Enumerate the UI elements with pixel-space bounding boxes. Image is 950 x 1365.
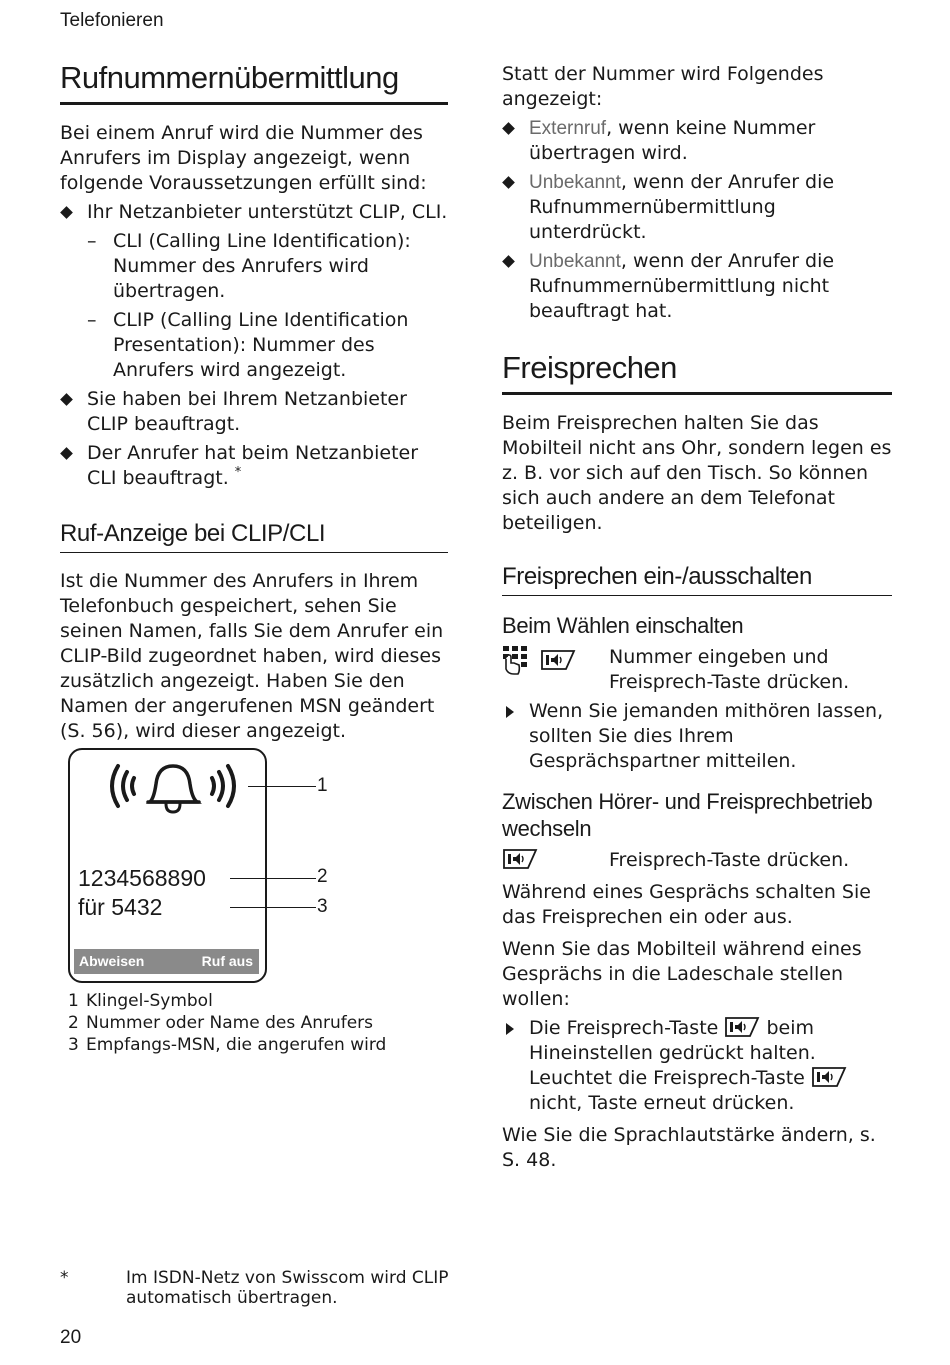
callout-line	[230, 907, 316, 908]
callout-number: 2	[317, 866, 328, 887]
display-text: Unbekannt	[529, 251, 621, 272]
display-intro: Statt der Nummer wird Folgendes angezeigt:	[502, 63, 824, 110]
paragraph: Wenn Sie das Mobilteil während eines Gesprächs in die Ladeschale stellen wollen:	[502, 938, 862, 1010]
paragraph: Während eines Gesprächs schalten Sie das Freisprechen ein oder aus.	[502, 881, 871, 928]
subsection-title-ein-aus: Freisprechen ein-/ausschalten	[502, 562, 892, 596]
bullet-item: Unbekannt, wenn der Anrufer die Rufnummernübermittlung unterdrückt.	[502, 170, 892, 245]
dash-text: CLI (Calling Line Identification): Nummer des Anrufers wird übertragen.	[113, 230, 411, 302]
caller-number: 1234568890	[78, 865, 206, 891]
phone-display	[68, 748, 267, 983]
display-text: Unbekannt	[529, 172, 621, 193]
legend-item: 2 Nummer oder Name des Anrufers	[68, 1013, 374, 1033]
footnote-text: Im ISDN-Netz von Swisscom wird CLIP automatisch übertragen.	[126, 1268, 449, 1308]
page-number: 20	[60, 1327, 82, 1348]
instruction-step	[502, 848, 892, 873]
dash-item	[60, 229, 448, 304]
step-text: Nummer eingeben und Freisprech-Taste drücken.	[609, 646, 850, 693]
intro-paragraph: Bei einem Anruf wird die Nummer des Anrufers im Display angezeigt, wenn folgende Voraussetzungen erfüllt sind:	[60, 122, 427, 194]
subsection-title-ruf-anzeige: Ruf-Anzeige bei CLIP/CLI	[60, 519, 448, 553]
display-text: Externruf	[529, 118, 607, 139]
arrow-text: Wenn Sie jemanden mithören lassen, sollten Sie dies Ihrem Gesprächspartner mitteilen.	[529, 700, 884, 772]
step-text: Freisprech-Taste drücken.	[609, 849, 850, 871]
section-title-freisprechen: Freisprechen	[502, 350, 892, 395]
softkey-reject[interactable]: Abweisen	[79, 953, 145, 969]
section-title-rufnummer: Rufnummernübermittlung	[60, 60, 448, 105]
callout-line	[230, 878, 316, 879]
bell-icon	[104, 760, 242, 818]
bullet-item	[60, 387, 448, 437]
speaker-key-icon	[540, 649, 576, 671]
key-icons	[502, 645, 576, 675]
right-column	[502, 62, 892, 1173]
keypad-icon	[502, 645, 532, 675]
freisprechen-paragraph: Beim Freisprechen halten Sie das Mobilteil nicht ans Ohr, sondern legen es z. B. vor sich auf den Tisch. So können sich auch andere an dem Telefonat beteiligen.	[502, 412, 892, 534]
bullet-item: Unbekannt, wenn der Anrufer die Rufnummernübermittlung nicht beauftragt hat.	[502, 249, 892, 324]
dash-text: CLIP (Calling Line Identification Presentation): Nummer des Anrufers wird angezeigt.	[113, 309, 409, 381]
callout-number: 1	[317, 775, 328, 796]
heading-beim-waehlen: Beim Wählen einschalten	[502, 613, 744, 638]
bullet-item	[60, 441, 448, 491]
speaker-key-icon	[724, 1016, 760, 1038]
heading-wechseln: Zwischen Hörer- und Freisprechbetrieb wechseln	[502, 789, 873, 841]
running-header: Telefonieren	[60, 10, 164, 31]
callout-number: 3	[317, 896, 328, 917]
left-column	[60, 60, 448, 744]
bullet-text: Sie haben bei Ihrem Netzanbieter CLIP beauftragt.	[87, 388, 407, 435]
speaker-key-icon	[811, 1066, 847, 1088]
bullet-item	[60, 200, 448, 225]
ruf-anzeige-paragraph: Ist die Nummer des Anrufers in Ihrem Telefonbuch gespeichert, sehen Sie seinen Namen, falls Sie dem Anrufer ein CLIP-Bild zugeordnet haben, wird dieses zusätzlich angezeigt. Haben Sie den Namen der angerufenen MSN geändert (S. 56), wird dieser angezeigt.	[60, 570, 444, 742]
speaker-key-icon	[502, 848, 538, 870]
instruction-step	[502, 645, 892, 695]
legend-item: 3 Empfangs-MSN, die angerufen wird	[68, 1035, 387, 1055]
callout-line	[248, 786, 316, 787]
footnote-mark: *	[60, 1268, 69, 1288]
key-icons	[502, 848, 538, 870]
bullet-item: Externruf, wenn keine Nummer übertragen wird.	[502, 116, 892, 166]
bullet-text: Ihr Netzanbieter unterstützt CLIP, CLI.	[87, 201, 448, 223]
footnote-marker: *	[234, 465, 242, 480]
softkey-bar	[74, 949, 259, 974]
arrow-item: Die Freisprech-Taste beim Hineinstellen gedrückt halten. Leuchtet die Freisprech-Taste nicht, Taste erneut drücken.	[502, 1016, 892, 1116]
softkey-ring-off[interactable]: Ruf aus	[201, 953, 253, 969]
arrow-item	[502, 699, 892, 774]
legend-item: 1 Klingel-Symbol	[68, 991, 213, 1011]
dash-item	[60, 308, 448, 383]
figure-legend	[68, 990, 386, 1056]
bullet-text: Der Anrufer hat beim Netzanbieter CLI beauftragt.	[87, 442, 419, 489]
paragraph: Wie Sie die Sprachlautstärke ändern, s. S. 48.	[502, 1124, 876, 1171]
called-msn: für 5432	[78, 894, 163, 920]
